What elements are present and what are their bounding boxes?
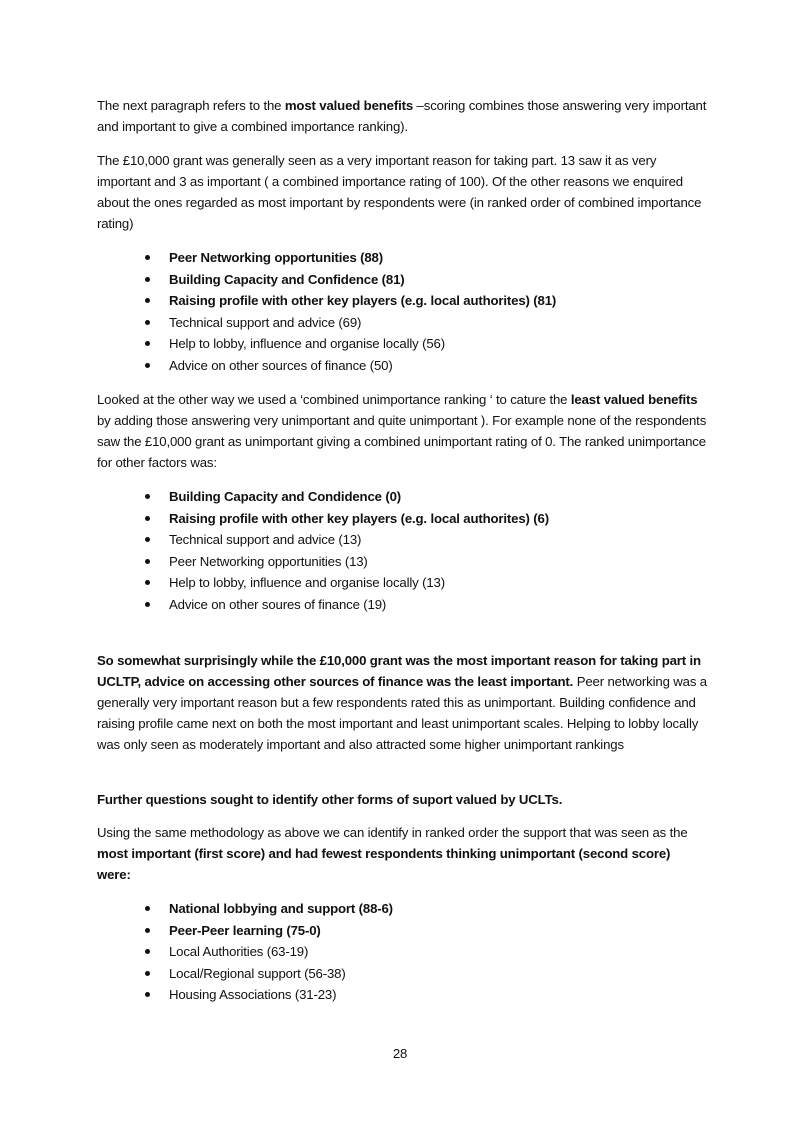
text: Peer networking was a generally very important reason but a few respondents rated this as unimportant. Building confidence and raising profile came next on both the most important and least unimportant scales. Helping to lobby locally was only seen as moderately important and also attracted some higher unimportant rankings [97, 674, 707, 752]
list-item-text: Local Authorities (63-19) [169, 944, 309, 960]
bullet-icon [145, 255, 150, 260]
list-item-text: Advice on other soures of finance (19) [169, 596, 387, 612]
bullet-icon [145, 928, 150, 933]
bullet-icon [145, 949, 150, 954]
list-item-text: Local/Regional support (56-38) [169, 965, 346, 981]
heading-text: Further questions sought to identify other forms of suport valued by UCLTs. [97, 792, 563, 807]
list-item [97, 920, 657, 942]
list-item-text: Building Capacity and Confidence (81) [169, 271, 405, 287]
bullet-icon [145, 992, 150, 997]
list-item [97, 247, 657, 269]
bold-text: So somewhat surprisingly while the £10,000 grant was the most important reason for taking part in UCLTP, advice on accessing other sources of finance was the least important. [97, 653, 701, 689]
bullet-icon [145, 516, 150, 521]
bullet-icon [145, 320, 150, 325]
list-item [97, 290, 657, 312]
list-item-text: Raising profile with other key players (e.g. local authorites) (81) [169, 293, 557, 309]
text: Looked at the other way we used a ‘combined unimportance ranking ‘ to cature the [97, 392, 571, 407]
paragraph-methodology [97, 822, 707, 885]
bold-text: most valued benefits [284, 98, 414, 113]
text: The £10,000 grant was generally seen as a very important reason for taking part. 13 saw it as very important and 3 as important ( a combined importance rating of 100). Of the other reasons we enquired about the ones regarded as most important by respondents were (in ranked order of combined importance rating) [97, 153, 702, 231]
list-item-text: Help to lobby, influence and organise locally (13) [169, 575, 445, 591]
text: by adding those answering very unimportant and quite unimportant ). For example none of the respondents saw the £10,000 grant as unimportant giving a combined unimportant rating of 0. The ranked unimportance for other factors was: [97, 413, 707, 470]
bullet-icon [145, 906, 150, 911]
list-item-text: National lobbying and support (88-6) [169, 901, 393, 916]
list-item-text: Help to lobby, influence and organise locally (56) [169, 336, 445, 352]
list-item-text: Advice on other sources of finance (50) [169, 357, 393, 373]
bullet-icon [145, 298, 150, 303]
bullet-icon [145, 602, 150, 607]
list-item [97, 508, 657, 530]
bullet-icon [145, 580, 150, 585]
list-item [97, 312, 657, 334]
paragraph-intro [97, 95, 707, 137]
most-valued-list [97, 247, 657, 377]
list-item-text: Technical support and advice (13) [169, 532, 362, 548]
list-item-text: Peer Networking opportunities (88) [169, 250, 383, 265]
list-item [97, 486, 657, 508]
bullet-icon [145, 537, 150, 542]
list-item-text: Peer-Peer learning (75-0) [169, 922, 321, 938]
paragraph-grant [97, 150, 707, 234]
list-item [97, 963, 657, 985]
list-item [97, 898, 657, 920]
paragraph-unimportance [97, 389, 707, 473]
bullet-icon [145, 494, 150, 499]
list-item [97, 572, 657, 594]
other-support-list [97, 898, 657, 1006]
list-item [97, 941, 657, 963]
bold-text: most important (first score) and had fewest respondents thinking unimportant (second score) were: [97, 846, 671, 882]
least-valued-list [97, 486, 657, 616]
list-item [97, 594, 657, 616]
list-item [97, 269, 657, 291]
bold-text: least valued benefits [570, 392, 698, 407]
bullet-icon [145, 971, 150, 976]
section-heading [97, 789, 707, 810]
paragraph-summary [97, 650, 707, 755]
text: –scoring combines those answering very important and important to give a combined importance ranking). [97, 98, 707, 134]
list-item-text: Building Capacity and Condidence (0) [169, 489, 401, 504]
list-item [97, 355, 657, 377]
list-item [97, 551, 657, 573]
list-item-text: Technical support and advice (69) [169, 314, 362, 330]
list-item-text: Raising profile with other key players (e.g. local authorites) (6) [169, 510, 549, 526]
list-item [97, 333, 657, 355]
bullet-icon [145, 277, 150, 282]
text: Using the same methodology as above we can identify in ranked order the support that was seen as the [97, 825, 688, 840]
list-item-text: Peer Networking opportunities (13) [169, 553, 368, 569]
bullet-icon [145, 341, 150, 346]
list-item [97, 984, 657, 1006]
bullet-icon [145, 363, 150, 368]
bullet-icon [145, 559, 150, 564]
list-item-text: Housing Associations (31-23) [169, 987, 337, 1003]
list-item [97, 529, 657, 551]
page-number: 28 [392, 1046, 408, 1061]
text: The next paragraph refers to the [97, 98, 285, 113]
